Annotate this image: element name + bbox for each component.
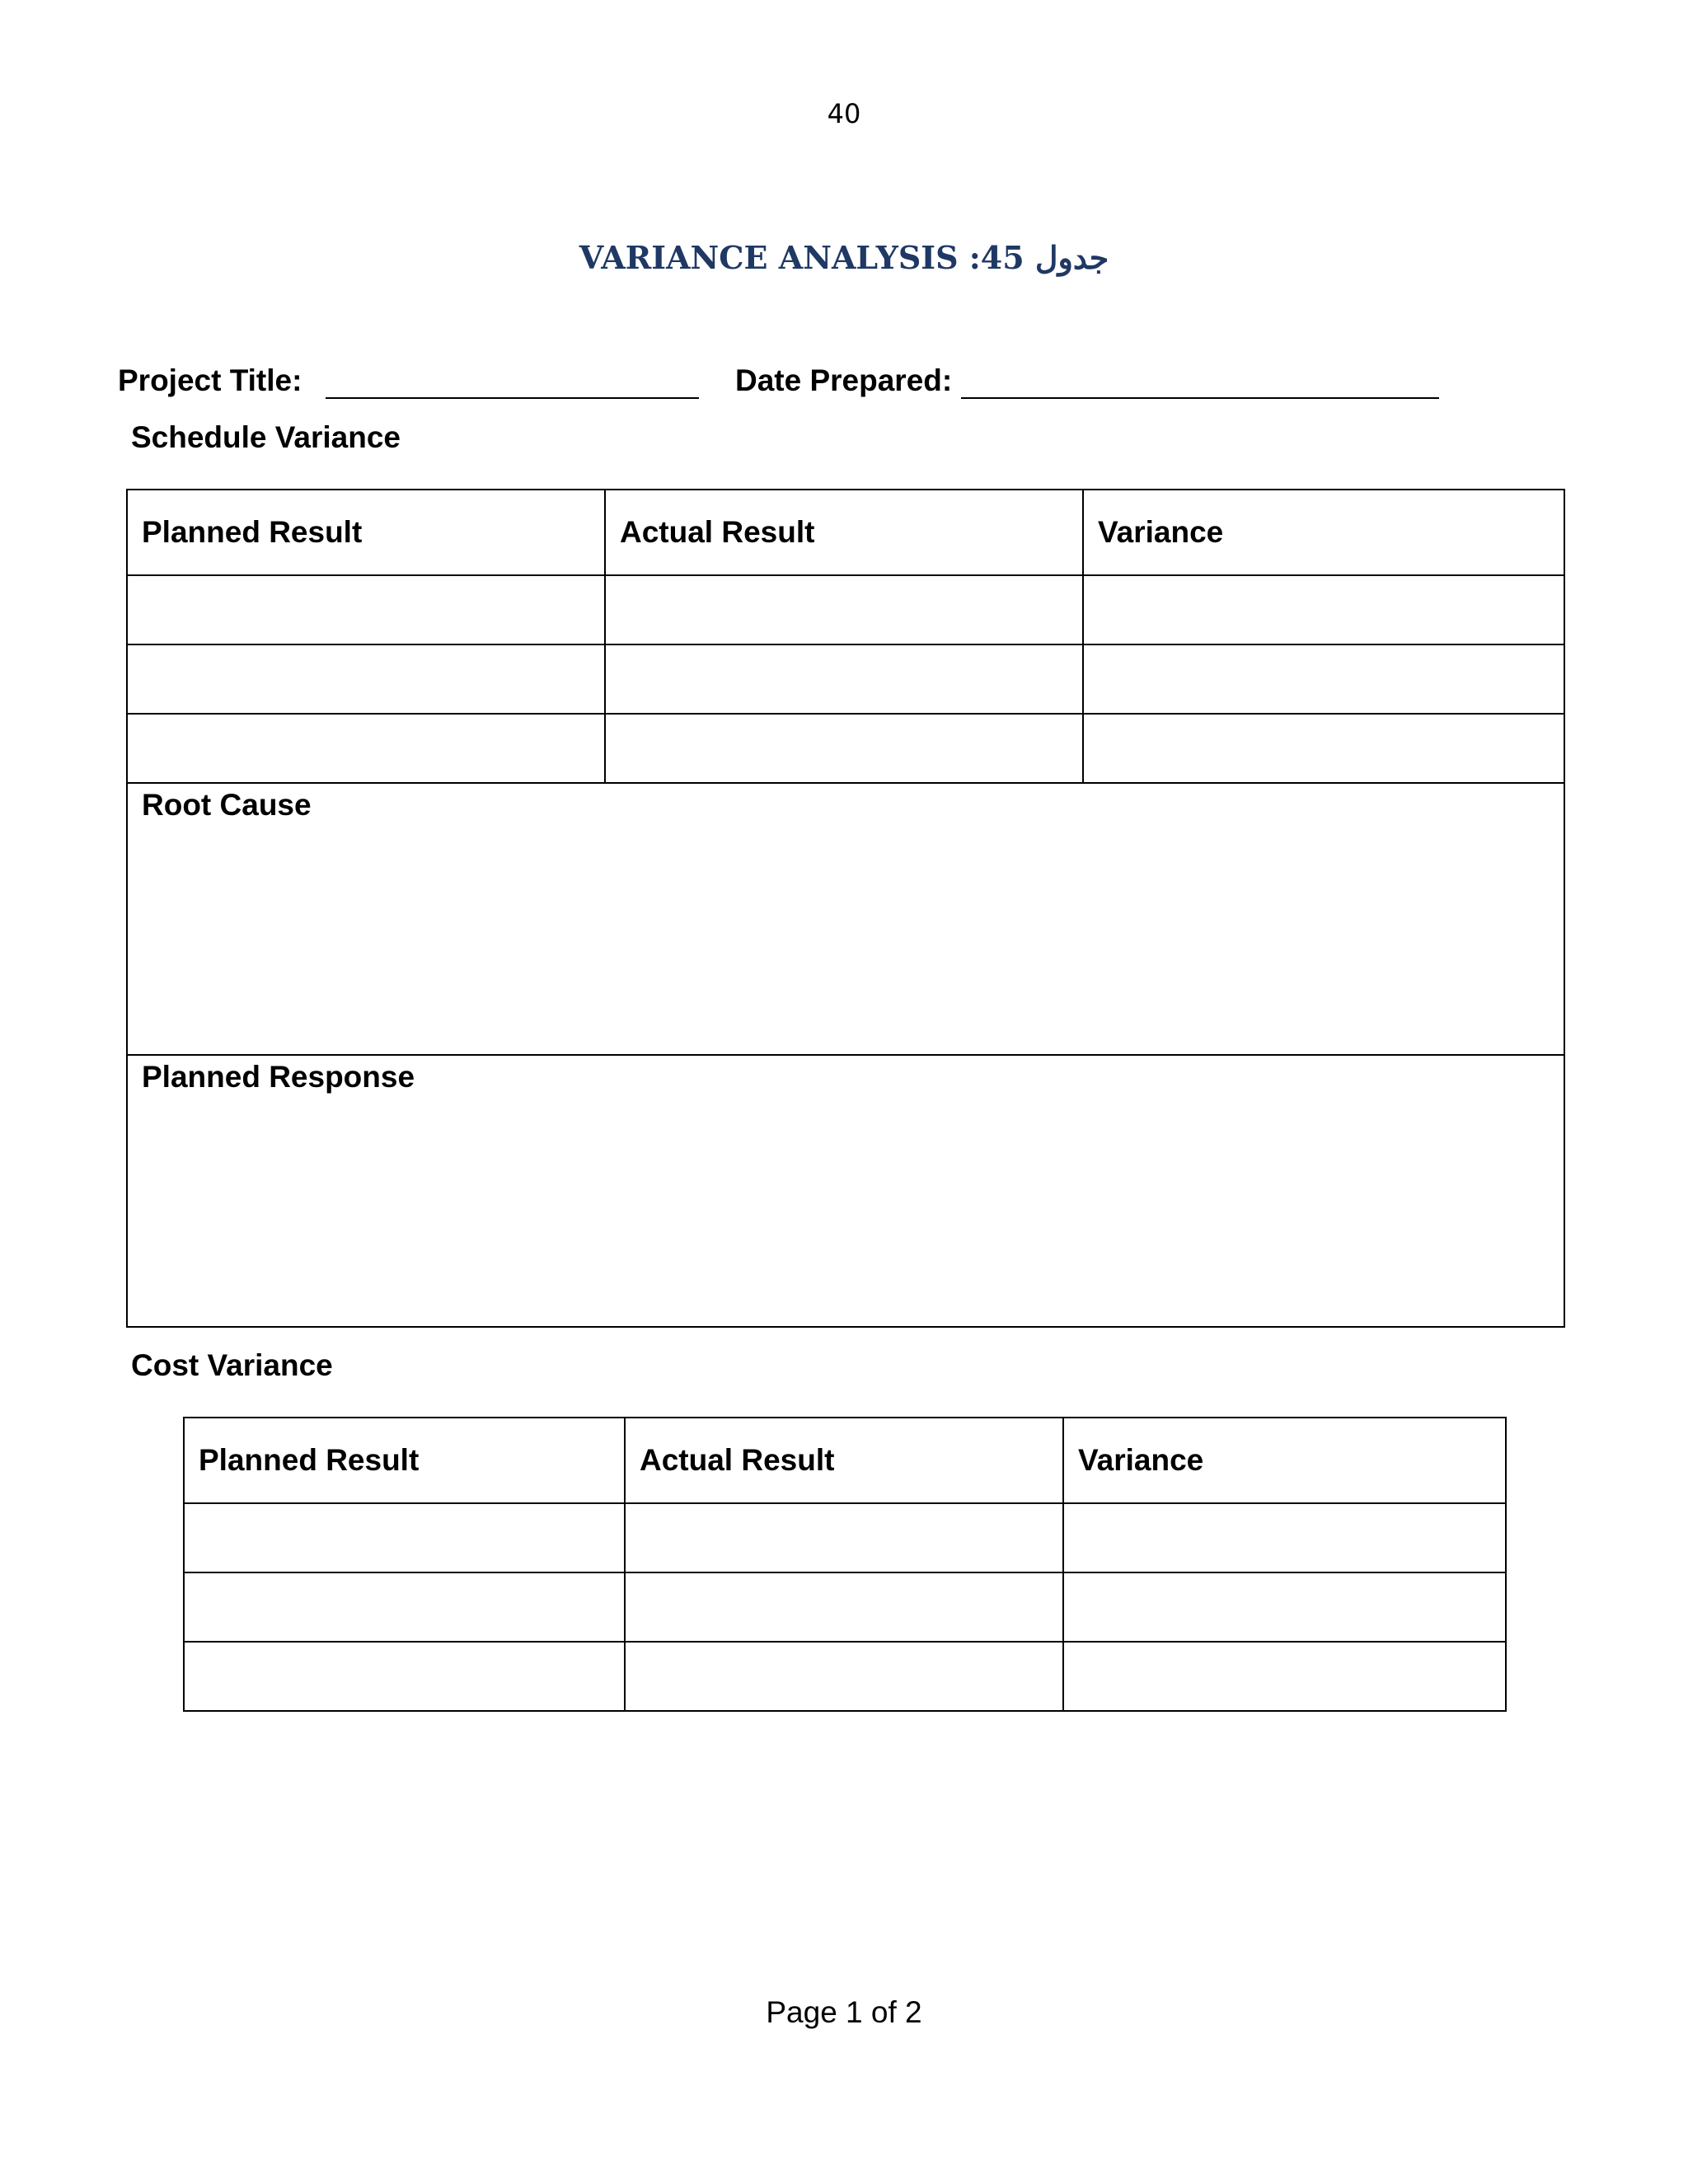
column-header-planned-result: Planned Result [127, 490, 605, 575]
actual-result-cell[interactable] [625, 1642, 1063, 1711]
variance-cell[interactable] [1083, 714, 1564, 783]
variance-cell[interactable] [1063, 1503, 1506, 1572]
table-header-row [184, 1418, 1506, 1503]
planned-result-cell[interactable] [127, 714, 605, 783]
table-row [184, 1642, 1506, 1711]
cost-variance-table [183, 1417, 1507, 1712]
table-row [184, 1503, 1506, 1572]
variance-cell[interactable] [1083, 575, 1564, 644]
actual-result-cell[interactable] [605, 644, 1083, 714]
planned-response-cell[interactable] [127, 1055, 1564, 1327]
project-title-field [118, 361, 1453, 402]
document-title: VARIANCE ANALYSIS :45 جدول [579, 239, 1109, 276]
planned-result-cell[interactable] [184, 1642, 625, 1711]
column-header-planned-result: Planned Result [184, 1418, 625, 1503]
date-prepared-label: Date Prepared: [735, 363, 953, 397]
planned-result-cell[interactable] [184, 1572, 625, 1642]
actual-result-cell[interactable] [625, 1503, 1063, 1572]
variance-cell[interactable] [1063, 1572, 1506, 1642]
root-cause-label: Root Cause [142, 788, 312, 822]
root-cause-cell[interactable] [127, 783, 1564, 1055]
schedule-variance-heading: Schedule Variance [131, 420, 401, 454]
table-header-row [127, 490, 1564, 575]
project-title-input-line[interactable] [326, 397, 699, 399]
date-prepared-input-line[interactable] [961, 397, 1439, 399]
cost-variance-heading: Cost Variance [131, 1348, 333, 1382]
planned-response-label: Planned Response [142, 1060, 415, 1094]
column-header-variance: Variance [1083, 490, 1564, 575]
planned-result-cell[interactable] [127, 575, 605, 644]
table-row [127, 575, 1564, 644]
page-number: 40 [827, 98, 861, 129]
actual-result-cell[interactable] [605, 714, 1083, 783]
schedule-variance-table [126, 489, 1565, 1328]
column-header-variance: Variance [1063, 1418, 1506, 1503]
variance-cell[interactable] [1083, 644, 1564, 714]
root-cause-row [127, 783, 1564, 1055]
table-row [184, 1572, 1506, 1642]
planned-response-row [127, 1055, 1564, 1327]
table-row [127, 714, 1564, 783]
planned-result-cell[interactable] [127, 644, 605, 714]
variance-cell[interactable] [1063, 1642, 1506, 1711]
project-title-label: Project Title: [118, 363, 302, 397]
planned-result-cell[interactable] [184, 1503, 625, 1572]
actual-result-cell[interactable] [625, 1572, 1063, 1642]
column-header-actual-result: Actual Result [625, 1418, 1063, 1503]
column-header-actual-result: Actual Result [605, 490, 1083, 575]
actual-result-cell[interactable] [605, 575, 1083, 644]
table-row [127, 644, 1564, 714]
footer-page-indicator: Page 1 of 2 [766, 1995, 922, 2029]
